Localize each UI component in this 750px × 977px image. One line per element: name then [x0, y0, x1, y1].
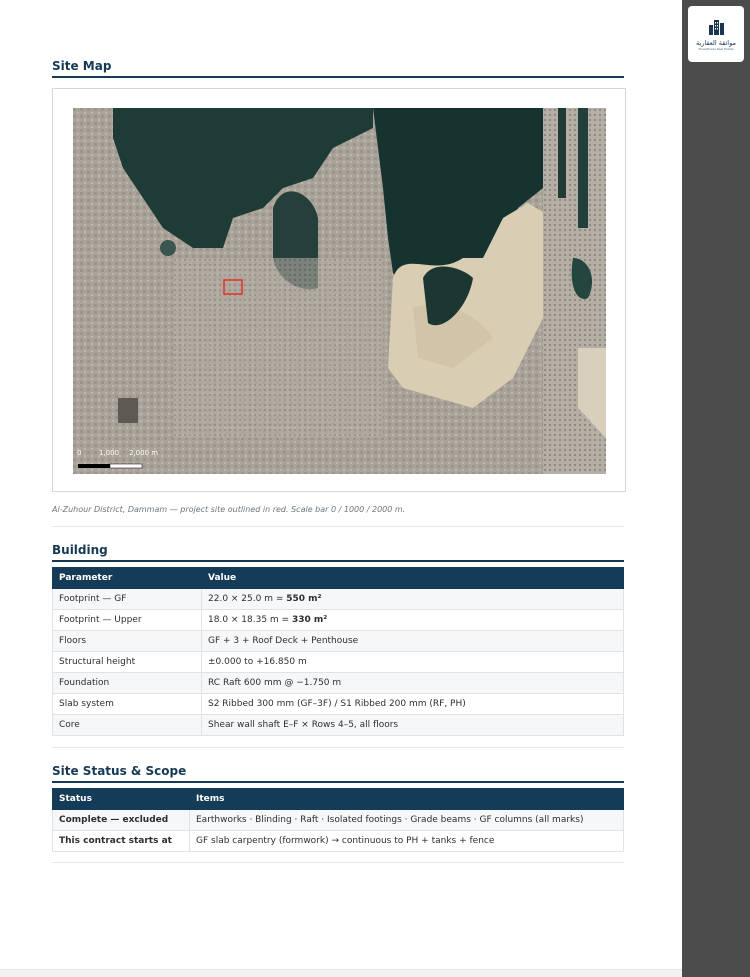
column-header-status: Status: [53, 789, 190, 810]
scale-label-2000: 2,000 m: [129, 449, 159, 457]
table-row: [53, 589, 624, 610]
site-map-rule: [52, 76, 624, 78]
building-rule: [52, 560, 624, 562]
status-cell: This contract starts at: [53, 831, 190, 852]
company-logo: [688, 6, 744, 62]
column-header-parameter: Parameter: [53, 568, 202, 589]
column-header-value: Value: [202, 568, 624, 589]
scale-label-0: 0: [77, 449, 82, 457]
building-table: [52, 567, 624, 736]
site-map-frame: [52, 88, 626, 492]
logo-text-arabic: مواثقة العقارية: [696, 39, 736, 48]
site-map-heading: Site Map: [52, 59, 112, 73]
status-cell: Complete — excluded: [53, 810, 190, 831]
logo-text-english: Muwathaqa Real Estate: [698, 46, 734, 51]
parameter-cell: Foundation: [53, 673, 202, 694]
table-row: [53, 694, 624, 715]
parameter-cell: Footprint — Upper: [53, 610, 202, 631]
section-divider: [52, 747, 624, 748]
building-heading: Building: [52, 543, 108, 557]
section-divider: [52, 526, 624, 527]
table-row: [53, 831, 624, 852]
items-cell: GF slab carpentry (formwork) → continuous to PH + tanks + fence: [190, 831, 624, 852]
value-cell: [202, 589, 624, 610]
value-cell: Shear wall shaft E–F × Rows 4–5, all floors: [202, 715, 624, 736]
parameter-cell: Slab system: [53, 694, 202, 715]
value-cell: [202, 610, 624, 631]
value-cell: GF + 3 + Roof Deck + Penthouse: [202, 631, 624, 652]
value-cell: S2 Ribbed 300 mm (GF–3F) / S1 Ribbed 200 mm (RF, PH): [202, 694, 624, 715]
parameter-cell: Structural height: [53, 652, 202, 673]
satellite-map: [73, 108, 606, 474]
building-table-header: [53, 568, 624, 589]
value-cell: ±0.000 to +16.850 m: [202, 652, 624, 673]
satellite-map-image: [73, 108, 606, 474]
value-text: 18.0 × 18.35 m =: [208, 615, 292, 625]
scope-table: [52, 788, 624, 852]
table-row: [53, 673, 624, 694]
scope-heading: Site Status & Scope: [52, 764, 187, 778]
value-cell: RC Raft 600 mm @ −1.750 m: [202, 673, 624, 694]
table-row: [53, 610, 624, 631]
scope-rule: [52, 781, 624, 783]
building-logo-icon: [706, 17, 726, 37]
scale-label-1000: 1,000: [99, 449, 120, 457]
scale-bar: [78, 464, 142, 468]
table-row: [53, 810, 624, 831]
parameter-cell: Floors: [53, 631, 202, 652]
table-row: [53, 652, 624, 673]
section-divider: [52, 862, 624, 863]
column-header-items: Items: [190, 789, 624, 810]
table-row: [53, 715, 624, 736]
site-map-caption: Al-Zuhour District, Dammam — project site outlined in red. Scale bar 0 / 1000 / 2000 m.: [52, 505, 406, 514]
table-row: [53, 631, 624, 652]
right-sidebar: [682, 0, 750, 977]
page-bottom-edge: [0, 969, 682, 977]
parameter-cell: Footprint — GF: [53, 589, 202, 610]
parameter-cell: Core: [53, 715, 202, 736]
scope-table-header: [53, 789, 624, 810]
value-text: 22.0 × 25.0 m =: [208, 594, 287, 604]
items-cell: Earthworks · Blinding · Raft · Isolated footings · Grade beams · GF columns (all marks): [190, 810, 624, 831]
value-bold: 550 m²: [286, 594, 322, 604]
value-bold: 330 m²: [291, 615, 328, 625]
